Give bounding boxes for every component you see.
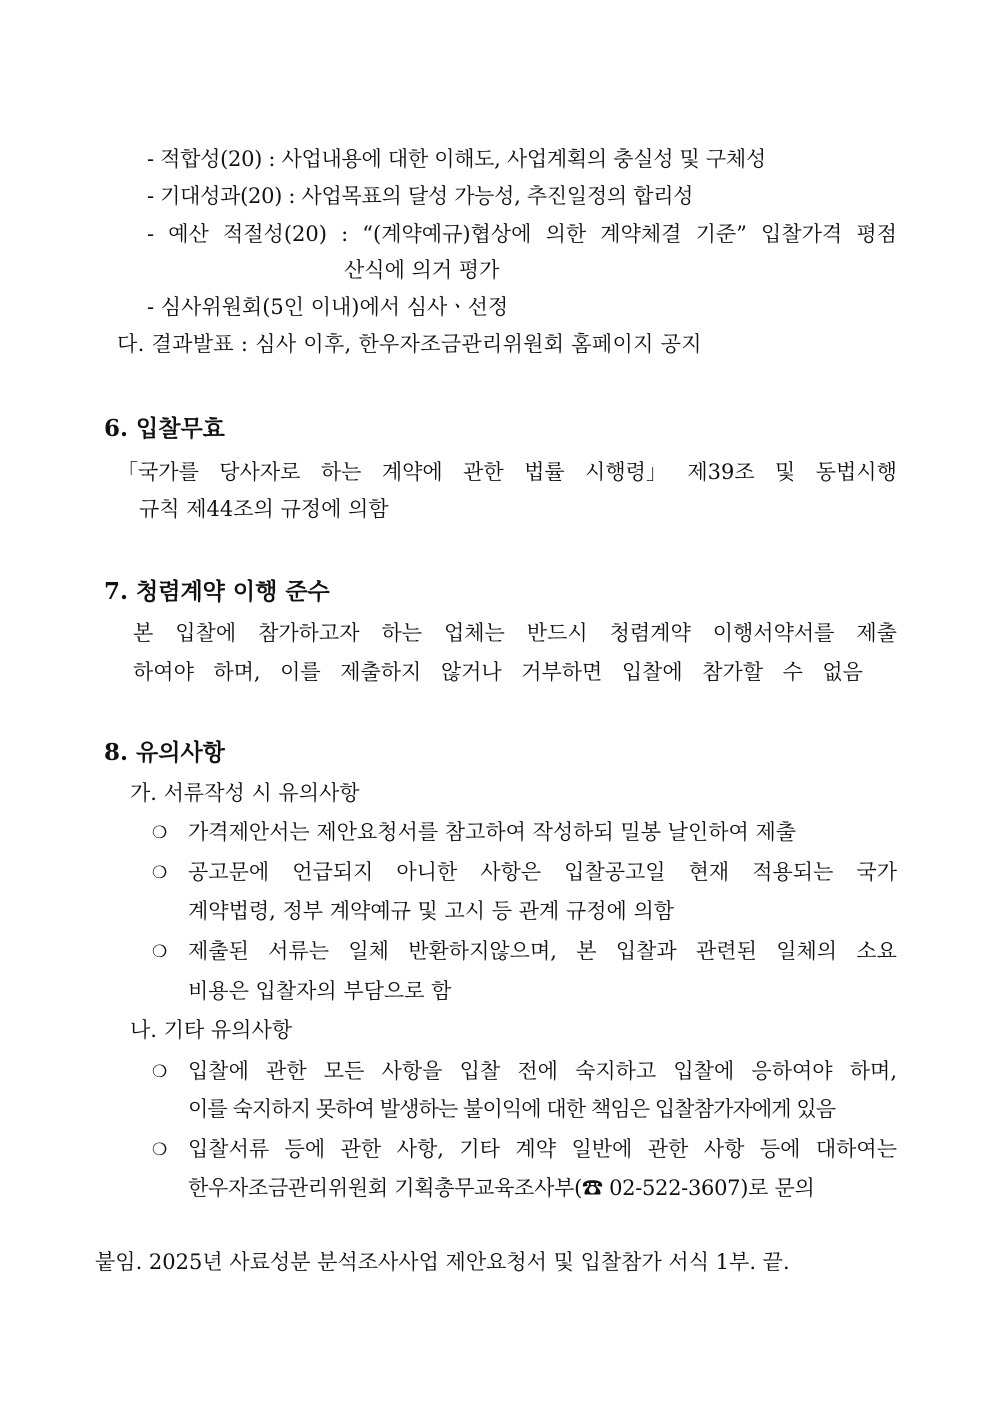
word: 소요 [856, 939, 897, 963]
word: 등에 [284, 1137, 326, 1161]
word: 본 [576, 939, 597, 963]
word: 입찰에 [188, 1059, 249, 1083]
bullet-icon: ❍ [152, 942, 168, 962]
word: 반드시 [526, 621, 588, 645]
word: 대하여는 [815, 1137, 897, 1161]
word: 서류는 [268, 939, 330, 963]
word: 계약체결 [600, 222, 682, 246]
word: 시행령」 [585, 460, 667, 484]
section-6-line-1 [117, 462, 897, 483]
word: 없음 [822, 660, 863, 684]
word: 계약 [515, 1137, 556, 1161]
word: 적절성(20) [222, 222, 327, 246]
subsection-ga-heading: 가. 서류작성 시 유의사항 [130, 781, 360, 805]
ga-item-3 [188, 941, 897, 962]
word: 관한 [647, 1137, 689, 1161]
word: 공고문에 [188, 860, 270, 884]
word: 당사자로 [219, 460, 301, 484]
ga-item-3-cont: 비용은 입찰자의 부담으로 함 [188, 979, 452, 1003]
eval-criterion-suitability: - 적합성(20) : 사업내용에 대한 이해도, 사업계획의 충실성 및 구체성 [147, 147, 766, 171]
attachment-note: 붙임. 2025년 사료성분 분석조사사업 제안요청서 및 입찰참가 서식 1부. 끝. [95, 1250, 790, 1274]
bullet-icon: ❍ [152, 863, 168, 883]
bullet-icon: ❍ [152, 823, 168, 843]
word: 일체 [348, 939, 389, 963]
word: 언급되지 [292, 860, 374, 884]
word: 사항, [396, 1137, 444, 1161]
word: 하며, [213, 660, 261, 684]
word: 입찰서류 [188, 1137, 270, 1161]
word: 사항 [703, 1137, 745, 1161]
word: 일반에 [571, 1137, 633, 1161]
section-7-heading: 7. 청렴계약 이행 준수 [104, 578, 330, 605]
word: 이행서약서를 [712, 621, 835, 645]
word: 아니한 [396, 860, 458, 884]
word: 제출 [856, 621, 897, 645]
word: 입찰가격 [761, 222, 843, 246]
eval-criterion-budget-cont: 산식에 의거 평가 [344, 258, 500, 282]
result-announcement: 다. 결과발표 : 심사 이후, 한우자조금관리위원회 홈페이지 공지 [117, 332, 702, 356]
word: 수 [782, 660, 803, 684]
na-item-1 [188, 1061, 897, 1082]
word: 전에 [517, 1059, 558, 1083]
word: 숙지하고 [575, 1059, 657, 1083]
word: 사항을 [381, 1059, 443, 1083]
word: 제출하지 [340, 660, 422, 684]
word: 않거나 [440, 660, 502, 684]
word: 관련된 [696, 939, 757, 963]
section-7-line-2 [133, 662, 863, 683]
word: 적용되는 [752, 860, 834, 884]
word: 하여야 [133, 660, 194, 684]
na-item-2 [188, 1139, 897, 1160]
word: : [341, 222, 349, 246]
word: 일체의 [776, 939, 838, 963]
word: “(계약예규)협상에 [362, 222, 532, 246]
subsection-na-heading: 나. 기타 유의사항 [130, 1018, 293, 1042]
na-item-1-cont: 이를 숙지하지 못하여 발생하는 불이익에 대한 책임은 입찰참가자에게 있음 [188, 1097, 836, 1121]
word: 입찰에 [175, 621, 237, 645]
word: 사항은 [480, 860, 542, 884]
word: 입찰에 [673, 1059, 735, 1083]
word: 하는 [320, 460, 362, 484]
word: 의한 [545, 222, 587, 246]
bullet-icon: ❍ [152, 1062, 168, 1082]
section-7-line-1 [133, 623, 897, 644]
word: 「국가를 [117, 460, 199, 484]
word: 관한 [463, 460, 504, 484]
word: 입찰과 [615, 939, 677, 963]
eval-criterion-outcome: - 기대성과(20) : 사업목표의 달성 가능성, 추진일정의 합리성 [147, 184, 694, 208]
ga-item-2-cont: 계약법령, 정부 계약예규 및 고시 등 관계 규정에 의함 [188, 899, 675, 923]
bullet-icon: ❍ [152, 1140, 168, 1160]
word: 예산 [168, 222, 209, 246]
word: 입찰공고일 [564, 860, 666, 884]
word: 법률 [524, 460, 565, 484]
eval-criterion-budget [147, 224, 897, 245]
word: 국가 [856, 860, 897, 884]
ga-item-2 [188, 862, 897, 883]
word: 제39조 [687, 460, 755, 484]
section-8-heading: 8. 유의사항 [104, 739, 225, 766]
word: 업체는 [443, 621, 505, 645]
word: 이를 [280, 660, 321, 684]
word: 본 [133, 621, 154, 645]
word: 현재 [688, 860, 730, 884]
word: 기준” [695, 222, 747, 246]
word: 참가하고자 [258, 621, 360, 645]
word: 참가할 [702, 660, 764, 684]
word: 동법시행 [815, 460, 897, 484]
na-item-2-cont: 한우자조금관리위원회 기획총무교육조사부(☎ 02-522-3607)로 문의 [188, 1176, 815, 1200]
word: 거부하면 [521, 660, 603, 684]
word: 및 [775, 460, 796, 484]
word: 입찰 [459, 1059, 501, 1083]
eval-committee: - 심사위원회(5인 이내)에서 심사ㆍ선정 [147, 295, 509, 319]
word: 응하여야 [751, 1059, 833, 1083]
word: 평점 [856, 222, 897, 246]
section-6-heading: 6. 입찰무효 [104, 415, 225, 442]
word: 관한 [266, 1059, 307, 1083]
word: 모든 [323, 1059, 365, 1083]
word: 입찰에 [621, 660, 683, 684]
word: 청렴계약 [609, 621, 691, 645]
word: 등에 [759, 1137, 801, 1161]
word: 제출된 [188, 939, 249, 963]
ga-item-1: 가격제안서는 제안요청서를 참고하여 작성하되 밀봉 날인하여 제출 [188, 820, 797, 844]
section-6-line-2: 규칙 제44조의 규정에 의함 [139, 497, 389, 521]
word: 하는 [381, 621, 423, 645]
word: 계약에 [381, 460, 443, 484]
word: 기타 [459, 1137, 500, 1161]
word: 하며, [849, 1059, 897, 1083]
word: 관한 [340, 1137, 382, 1161]
word: - [147, 222, 155, 246]
word: 반환하지않으며, [408, 939, 557, 963]
